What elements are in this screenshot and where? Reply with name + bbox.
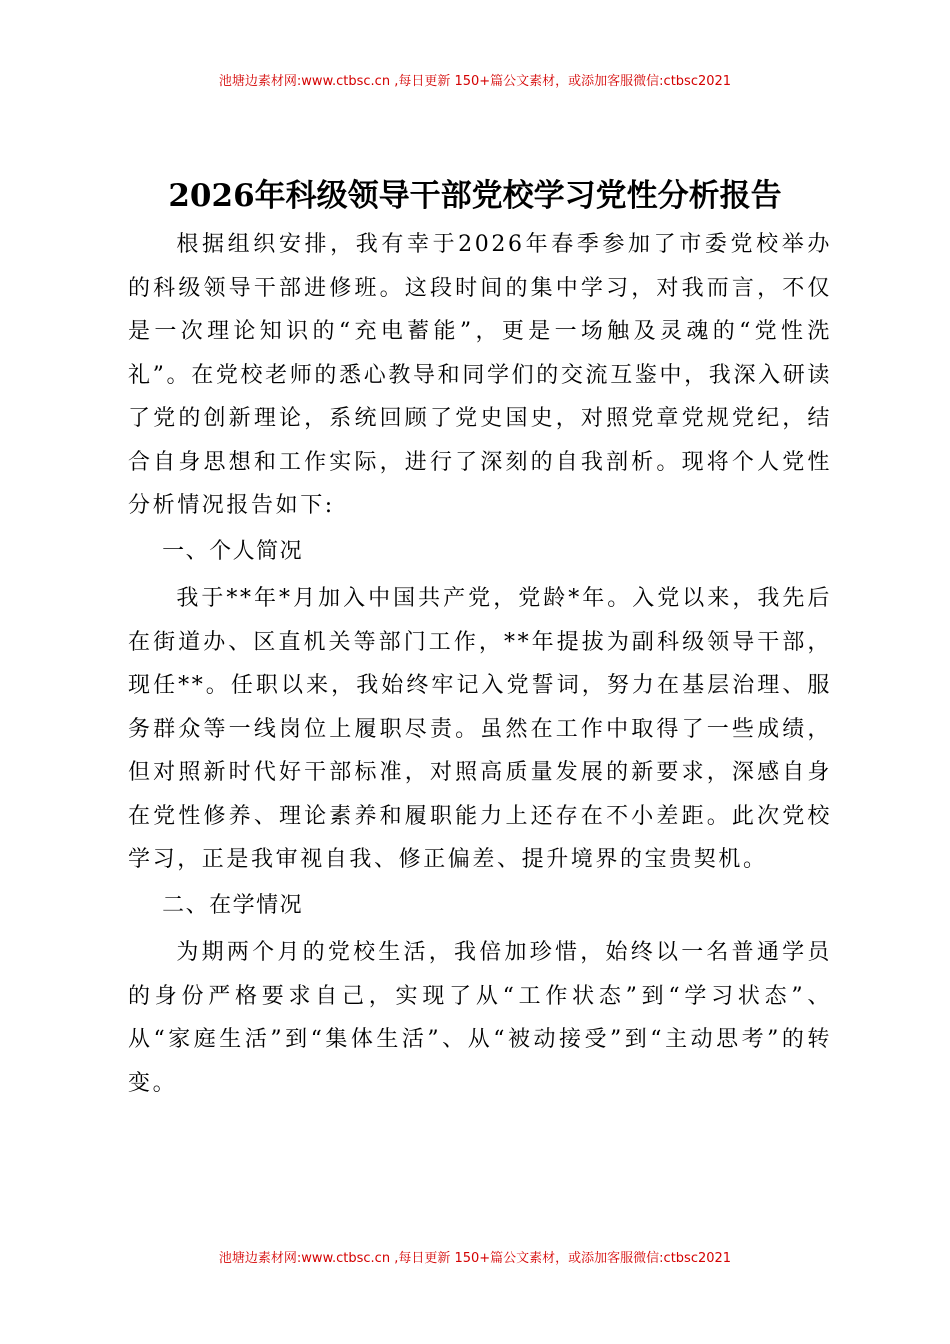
header-watermark-note: 池塘边素材网:www.ctbsc.cn ,每日更新 150+篇公文素材，或添加客服微信:ctbsc2021 [218,74,732,89]
section-heading-study-status: 二、在学情况 [162,892,304,918]
study-status-paragraph: 为期两个月的党校生活，我倍加珍惜，始终以一名普通学员的身份严格要求自己，实现了从“工作状态”到“学习状态”、从“家庭生活”到“集体生活”、从“被动接受”到“主动思考”的转变。 [128,940,832,1096]
personal-profile-paragraph: 我于**年*月加入中国共产党，党龄*年。入党以来，我先后在街道办、区直机关等部门工作，**年提拔为副科级领导干部，现任**。任职以来，我始终牢记入党誓词，努力在基层治理、服务群众等一线岗位上履职尽责。虽然在工作中取得了一些成绩，但对照新时代好干部标准，对照高质量发展的新要求，深感自身在党性修养、理论素养和履职能力上还存在不小差距。此次党校学习，正是我审视自我、修正偏差、提升境界的宝贵契机。 [128,586,832,872]
document-body [128,223,832,1105]
section-heading-personal-profile: 一、个人简况 [162,538,304,564]
document-title: 2026年科级领导干部党校学习党性分析报告 [168,178,782,214]
footer-watermark-note: 池塘边素材网:www.ctbsc.cn ,每日更新 150+篇公文素材，或添加客服微信:ctbsc2021 [218,1251,732,1266]
intro-paragraph: 根据组织安排，我有幸于2026年春季参加了市委党校举办的科级领导干部进修班。这段时间的集中学习，对我而言，不仅是一次理论知识的“充电蓄能”，更是一场触及灵魂的“党性洗礼”。在党校老师的悉心教导和同学们的交流互鉴中，我深入研读了党的创新理论，系统回顾了党史国史，对照党章党规党纪，结合自身思想和工作实际，进行了深刻的自我剖析。现将个人党性分析情况报告如下: [128,232,832,518]
